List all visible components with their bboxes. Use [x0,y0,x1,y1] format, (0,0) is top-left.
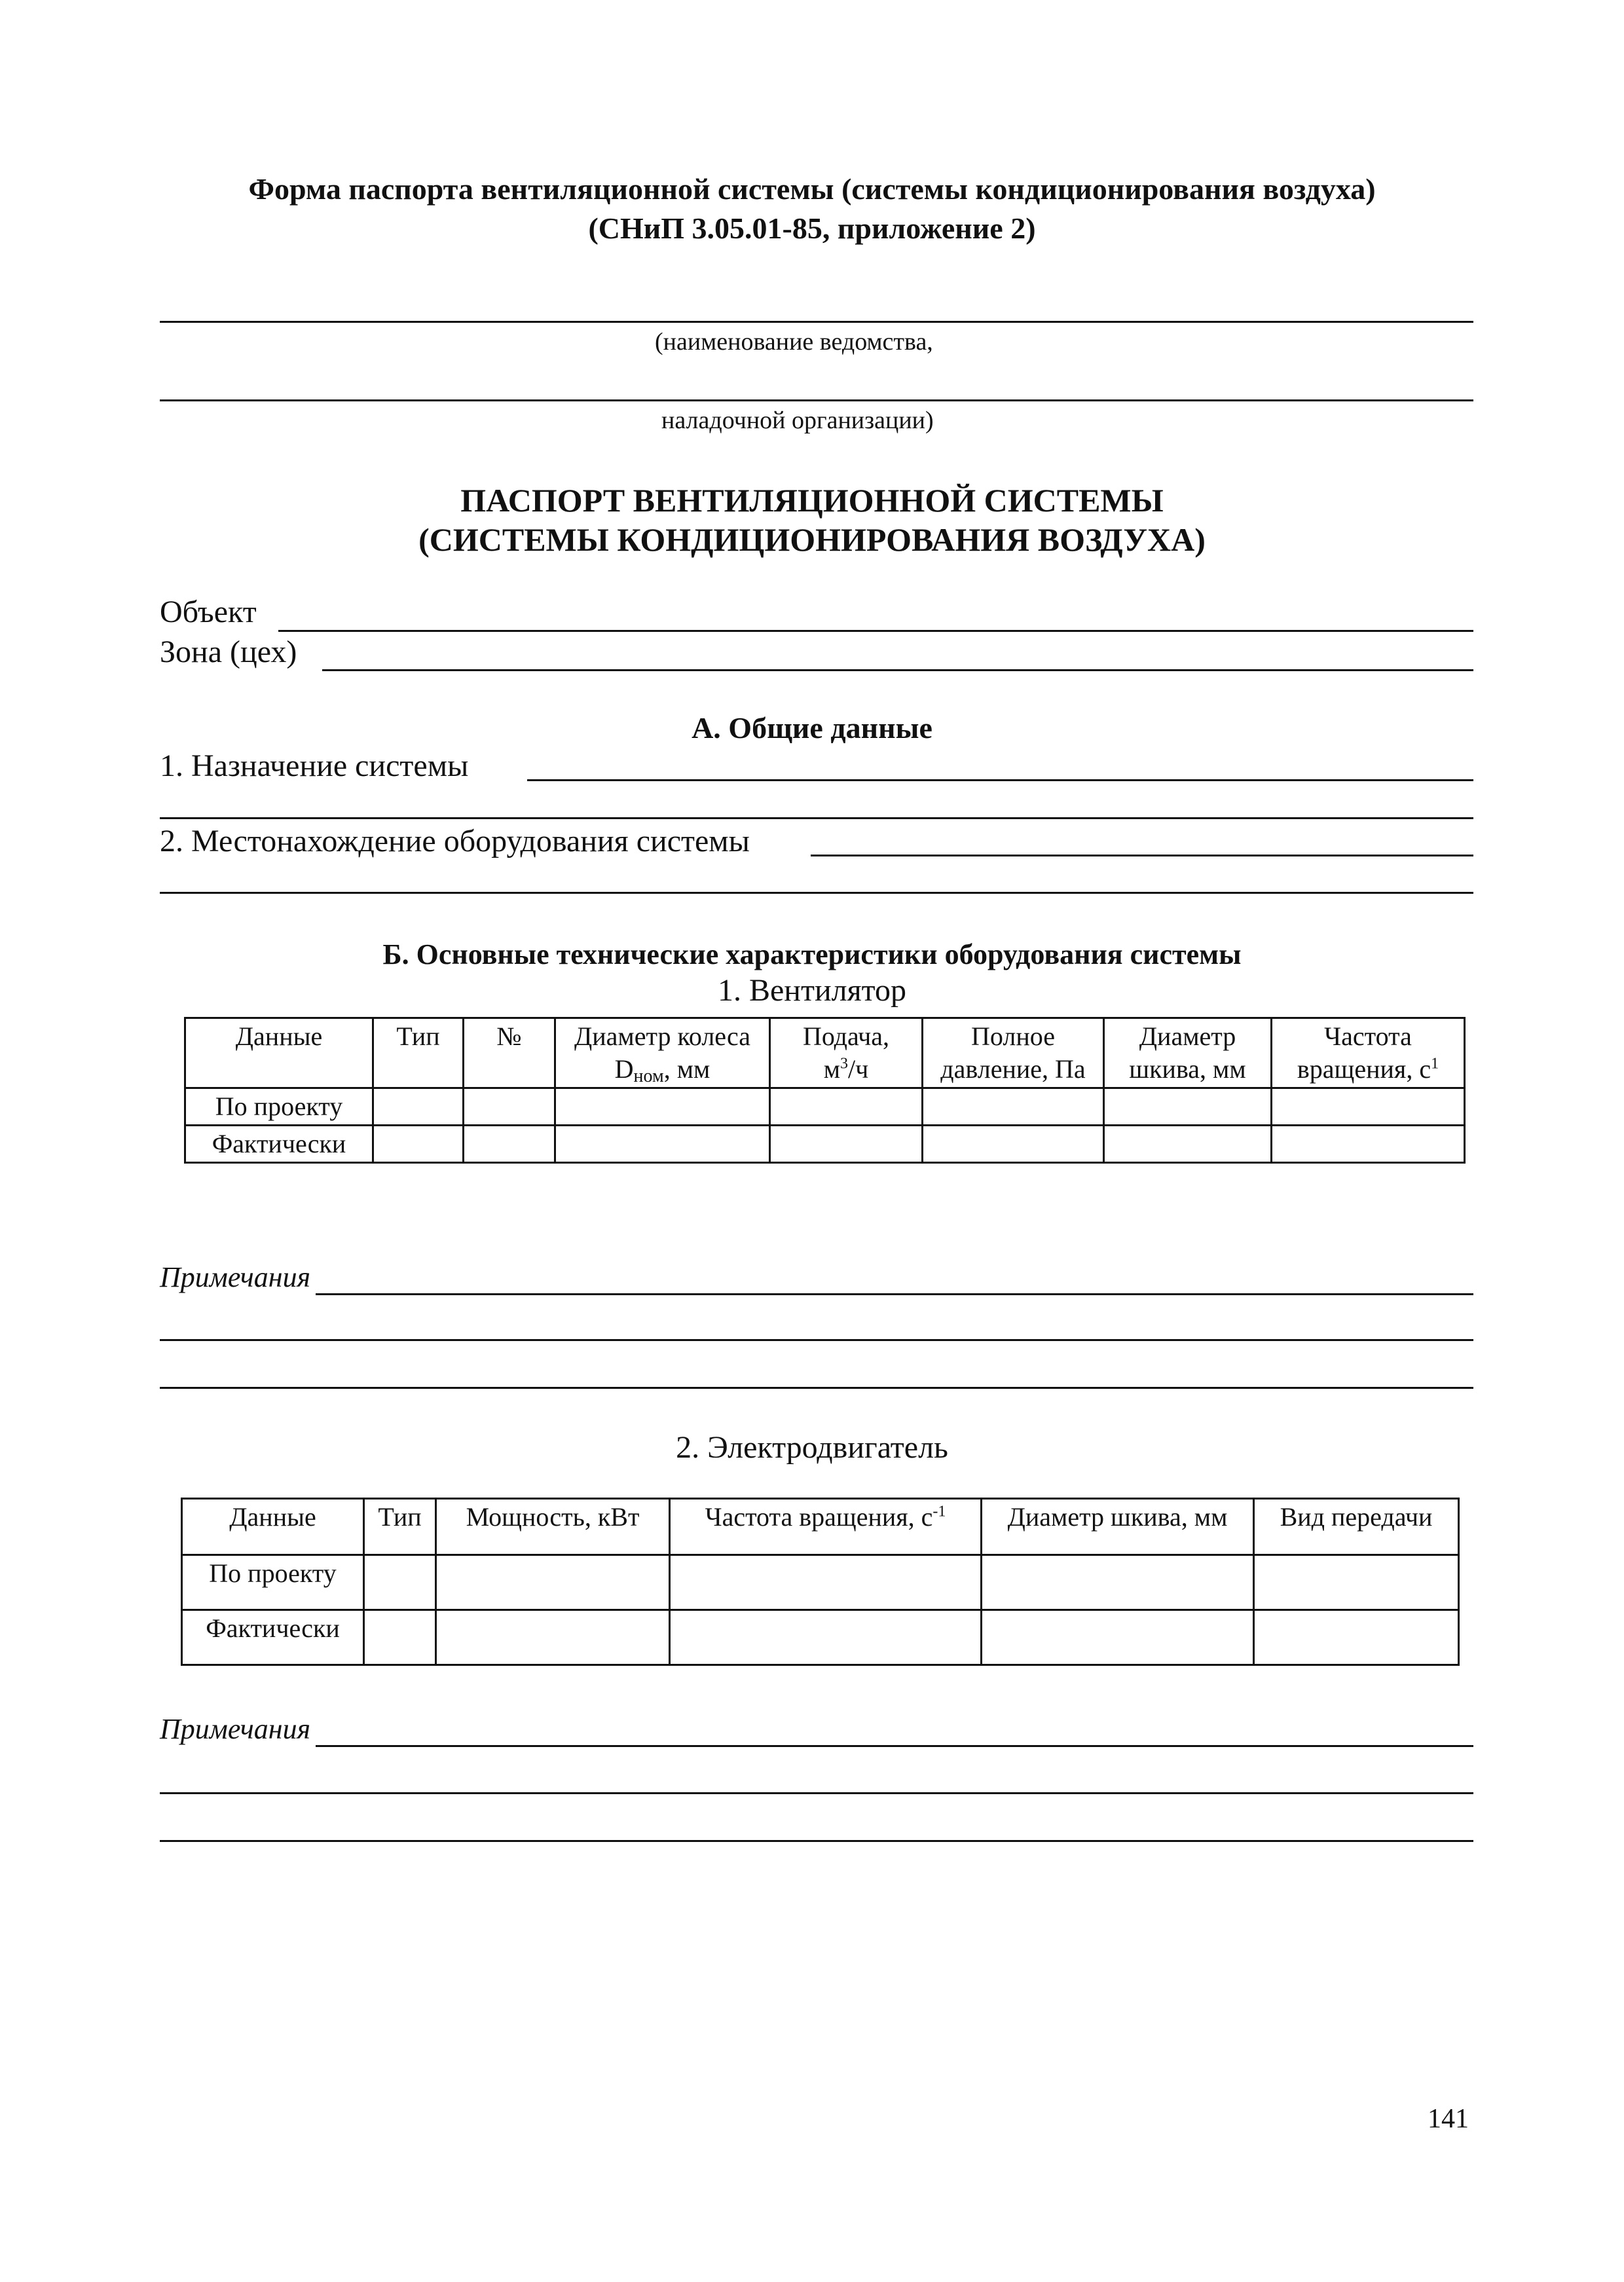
fan-col-speed [1272,1018,1465,1088]
motor-cell[interactable] [670,1610,982,1665]
motor-row-actual [182,1610,1459,1665]
motor-col-power: Мощность, кВт [436,1499,670,1555]
fan-col-flow-sup: 3 [840,1055,849,1073]
fan-cell[interactable] [373,1126,464,1163]
motor-col-speed-sup: -1 [932,1503,946,1520]
motor-cell[interactable] [982,1555,1254,1610]
fan-col-speed-l1: Частота [1324,1021,1412,1051]
fan-cell[interactable] [923,1126,1104,1163]
motor-col-speed [670,1499,982,1555]
motor-col-data: Данные [182,1499,364,1555]
fan-cell[interactable] [770,1126,923,1163]
fan-row-project-label: По проекту [185,1088,373,1126]
fan-cell[interactable] [373,1088,464,1126]
motor-row-actual-label: Фактически [182,1610,364,1665]
notes-field-1b[interactable] [160,1339,1473,1341]
zone-label: Зона (цех) [160,635,297,669]
fan-col-pulley [1104,1018,1272,1088]
motor-col-type: Тип [364,1499,436,1555]
motor-cell[interactable] [364,1555,436,1610]
fan-col-pulley-l1: Диаметр [1139,1021,1236,1051]
motor-table [181,1498,1460,1666]
fan-col-diameter-sub: ном [633,1066,664,1086]
location-field[interactable] [811,855,1473,856]
fan-col-speed-sup: 1 [1431,1055,1439,1073]
notes-field-2b[interactable] [160,1792,1473,1794]
page-number: 141 [1428,2104,1469,2134]
motor-cell[interactable] [1254,1610,1459,1665]
motor-col-pulley: Диаметр шкива, мм [982,1499,1254,1555]
object-field[interactable] [278,630,1473,632]
fan-col-flow-l1: Подача, [802,1021,890,1051]
fan-col-flow-unit: /ч [848,1054,869,1084]
purpose-field[interactable] [527,779,1473,781]
purpose-label: 1. Назначение системы [160,748,469,783]
fan-col-flow-base: м [823,1054,841,1084]
passport-title: ПАСПОРТ ВЕНТИЛЯЦИОННОЙ СИСТЕМЫ [460,482,1164,519]
purpose-field-2[interactable] [160,817,1473,819]
fan-col-diameter-d: D [614,1054,634,1084]
org-caption-2: наладочной организации) [661,407,934,434]
object-label: Объект [160,595,257,629]
fan-col-flow [770,1018,923,1088]
section-b-heading: Б. Основные технические характеристики оборудования системы [382,938,1242,970]
fan-col-pulley-l2: шкива, мм [1129,1054,1246,1084]
motor-row-project-label: По проекту [182,1555,364,1610]
notes-field-1[interactable] [316,1293,1473,1295]
fan-cell[interactable] [1272,1126,1465,1163]
fan-col-pressure [923,1018,1104,1088]
fan-cell[interactable] [555,1126,770,1163]
org-line-2[interactable] [160,399,1473,401]
fan-cell[interactable] [555,1088,770,1126]
fan-col-diameter [555,1018,770,1088]
motor-row-project [182,1555,1459,1610]
fan-col-speed-l2 [1275,1053,1461,1086]
fan-col-diameter-l1: Диаметр колеса [574,1021,751,1051]
motor-col-speed-text: Частота вращения, с [705,1502,933,1532]
zone-field[interactable] [322,669,1473,671]
fan-row-actual-label: Фактически [185,1126,373,1163]
form-title: Форма паспорта вентиляционной системы (системы кондиционирования воздуха) [248,172,1376,206]
fan-cell[interactable] [464,1126,555,1163]
fan-cell[interactable] [770,1088,923,1126]
fan-row-actual [185,1126,1465,1163]
location-field-2[interactable] [160,892,1473,894]
notes-field-2c[interactable] [160,1840,1473,1842]
motor-heading: 2. Электродвигатель [676,1430,948,1465]
org-line-1[interactable] [160,321,1473,323]
fan-cell[interactable] [1104,1126,1272,1163]
motor-col-transmission: Вид передачи [1254,1499,1459,1555]
passport-title-2: (СИСТЕМЫ КОНДИЦИОНИРОВАНИЯ ВОЗДУХА) [418,521,1206,558]
fan-col-flow-l2 [773,1053,919,1086]
fan-header-row [185,1018,1465,1088]
fan-cell[interactable] [1272,1088,1465,1126]
fan-col-pressure-l1: Полное [971,1021,1055,1051]
location-label: 2. Местонахождение оборудования системы [160,824,750,858]
fan-col-speed-text: вращения, с [1297,1054,1431,1084]
fan-cell[interactable] [923,1088,1104,1126]
fan-row-project [185,1088,1465,1126]
fan-col-diameter-l2 [559,1053,766,1086]
fan-col-data: Данные [185,1018,373,1088]
motor-header-row [182,1499,1459,1555]
form-subtitle: (СНиП 3.05.01-85, приложение 2) [588,212,1036,245]
motor-cell[interactable] [364,1610,436,1665]
motor-cell[interactable] [436,1555,670,1610]
notes-field-2[interactable] [316,1745,1473,1747]
fan-col-diameter-unit: , мм [663,1054,710,1084]
notes-field-1c[interactable] [160,1387,1473,1389]
motor-cell[interactable] [670,1555,982,1610]
motor-cell[interactable] [436,1610,670,1665]
notes-label-2: Примечания [160,1713,311,1745]
fan-col-num: № [464,1018,555,1088]
motor-cell[interactable] [982,1610,1254,1665]
fan-cell[interactable] [464,1088,555,1126]
fan-table [184,1017,1466,1164]
motor-cell[interactable] [1254,1555,1459,1610]
section-a-heading: А. Общие данные [692,711,932,745]
notes-label-1: Примечания [160,1261,311,1293]
fan-col-type: Тип [373,1018,464,1088]
fan-cell[interactable] [1104,1088,1272,1126]
fan-heading: 1. Вентилятор [717,973,907,1008]
org-caption-1: (наименование ведомства, [655,328,933,356]
fan-col-pressure-l2: давление, Па [940,1054,1086,1084]
